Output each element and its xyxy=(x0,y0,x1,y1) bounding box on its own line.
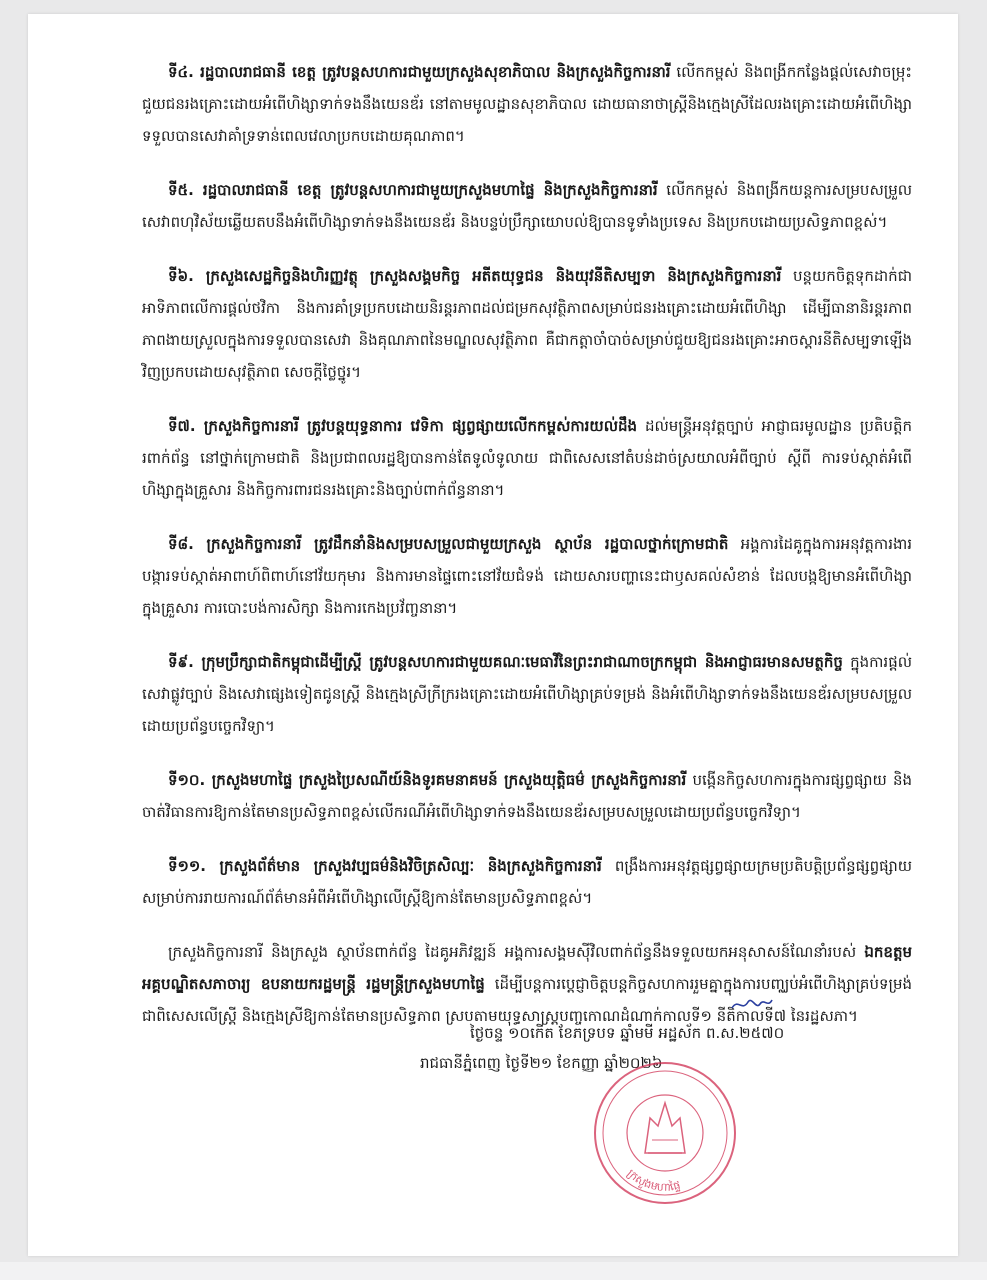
paragraph-heading: ទី៧. ក្រសួងកិច្ចការនារី ត្រូវបន្តយុទ្ធនាការ វេទិកា ផ្សព្វផ្សាយលើកកម្ពស់ការយល់ដឹង xyxy=(168,417,638,435)
closing-text-end: ដើម្បីបន្តការប្តេជ្ញាចិត្តបន្តកិច្ចសហការរួមគ្នាក្នុងការបញ្ឈប់អំពើហិង្សាគ្រប់ទម្រង់ ជាពិសេសលើស្ត្រី និងក្មេងស្រីឱ្យកាន់តែមានប្រសិទ្ធភាព ស្របតាមយុទ្ធសាស្ត្របញ្ចកោណដំណាក់កាលទី១ នីតិកាលទី៧ នៃរដ្ឋសភា។ xyxy=(142,975,912,1025)
paragraph-heading: ទី៤. រដ្ឋបាលរាជធានី ខេត្ត ត្រូវបន្តសហការជាមួយក្រសួងសុខាភិបាល និងក្រសួងកិច្ចការនារី xyxy=(168,63,671,81)
paragraph-item-7 xyxy=(142,410,912,506)
official-seal xyxy=(590,1058,740,1208)
document-body xyxy=(142,56,912,1054)
paragraph-text: លើកកម្ពស់ និងពង្រីកកន្លែងផ្តល់សេវាចម្រុះ ជួយជនរងគ្រោះដោយអំពើហិង្សាទាក់ទងនឹងយេនឌ័រ នៅតាមមូលដ្ឋានសុខាភិបាល ដោយធានាថាស្ត្រីនិងក្មេងស្រីដែលរងគ្រោះដោយអំពើហិង្សាទទួលបានសេវាគាំទ្រទាន់ពេលវេលាប្រកបដោយគុណភាព។ xyxy=(142,63,913,145)
paragraph-heading: ទី១០. ក្រសួងមហាផ្ទៃ ក្រសួងប្រៃសណីយ៍និងទូរគមនាគមន៍ ក្រសួងយុត្តិធម៌ ក្រសួងកិច្ចការនារី xyxy=(168,771,687,789)
paragraph-text: បន្តយកចិត្តទុកដាក់ជាអាទិភាពលើការផ្តល់ថវិកា និងការគាំទ្រប្រកបដោយនិរន្តរភាពដល់ជម្រកសុវត្ថិភាពសម្រាប់ជនរងគ្រោះដោយអំពើហិង្សា ដើម្បីធានានិរន្តរភាព ភាពងាយស្រួលក្នុងការទទួលបានសេវា និងគុណភាពនៃមណ្ឌលសុវត្ថិភាព គឺជាកត្តាចាំបាច់សម្រាប់ជួយឱ្យជនរងគ្រោះអាចស្តារនីតិសម្បទាឡើងវិញប្រកបដោយសុវត្ថិភាព សេចក្តីថ្លៃថ្នូរ។ xyxy=(142,267,912,381)
paragraph-heading: ទី៦. ក្រសួងសេដ្ឋកិច្ចនិងហិរញ្ញវត្ថុ ក្រសួងសង្គមកិច្ច អតីតយុទ្ធជន និងយុវនីតិសម្បទា និងក្រសួងកិច្ចការនារី xyxy=(168,267,782,285)
viewer-bottom-bar xyxy=(0,1262,987,1280)
paragraph-text: លើកកម្ពស់ និងពង្រីកយន្តការសម្របសម្រួលសេវាពហុវិស័យឆ្លើយតបនឹងអំពើហិង្សាទាក់ទងនឹងយេនឌ័រ និងបន្ទប់ប្រឹក្សាយោបល់ឱ្យបានទូទាំងប្រទេស និងប្រកបដោយប្រសិទ្ធភាពខ្ពស់។ xyxy=(142,181,912,231)
paragraph-heading: ទី៩. ក្រុមប្រឹក្សាជាតិកម្ពុជាដើម្បីស្ត្រី ត្រូវបន្តសហការជាមួយគណៈមេធាវីនៃព្រះរាជាណាចក្រកម្ពុជា និងអាជ្ញាធរមានសមត្ថកិច្ច xyxy=(168,653,843,671)
paragraph-item-4 xyxy=(142,56,912,152)
paragraph-heading: ទី៥. រដ្ឋបាលរាជធានី ខេត្ត ត្រូវបន្តសហការជាមួយក្រសួងមហាផ្ទៃ និងក្រសួងកិច្ចការនារី xyxy=(168,181,658,199)
paragraph-text: ដល់មន្ត្រីអនុវត្តច្បាប់ អាជ្ញាធរមូលដ្ឋាន ប្រតិបត្តិករពាក់ព័ន្ធ នៅថ្នាក់ក្រោមជាតិ និងប្រជាពលរដ្ឋឱ្យបានកាន់តែទូលំទូលាយ ជាពិសេសនៅតំបន់ដាច់ស្រយាលអំពីច្បាប់ ស្តីពី ការទប់ស្កាត់អំពើហិង្សាក្នុងគ្រួសារ និងកិច្ចការពារជនរងគ្រោះនិងច្បាប់ពាក់ព័ន្ធនានា។ xyxy=(142,417,912,499)
closing-text-start: ក្រសួងកិច្ចការនារី និងក្រសួង ស្ថាប័នពាក់ព័ន្ធ ដៃគូអភិវឌ្ឍន៍ អង្គការសង្គមស៊ីវិលពាក់ព័ន្ធនឹងទទួលយកអនុសាសន៍ណែនាំរបស់ xyxy=(168,943,865,961)
paragraph-item-5 xyxy=(142,174,912,238)
paragraph-text: អង្គការដៃគូក្នុងការអនុវត្តការងារបង្ការទប់ស្កាត់អាពាហ៍ពិពាហ៍នៅវ័យកុមារ និងការមានផ្ទៃពោះនៅវ័យជំទង់ ដោយសារបញ្ហានេះជាឫសគល់សំខាន់ ដែលបង្កឱ្យមានអំពើហិង្សាក្នុងគ្រួសារ ការបោះបង់ការសិក្សា និងការកេងប្រវ័ញ្ចនានា។ xyxy=(142,535,912,617)
handwritten-initials xyxy=(730,994,774,1016)
paragraph-text: ពង្រឹងការអនុវត្តផ្សព្វផ្សាយក្រមប្រតិបត្តិប្រព័ន្ធផ្សព្វផ្សាយ សម្រាប់ការរាយការណ៍ព័ត៌មានអំពីអំពើហិង្សាលើស្ត្រីឱ្យកាន់តែមានប្រសិទ្ធភាពខ្ពស់។ xyxy=(142,857,912,907)
paragraph-text: បង្កើនកិច្ចសហការក្នុងការផ្សព្វផ្សាយ និងចាត់វិធានការឱ្យកាន់តែមានប្រសិទ្ធភាពខ្ពស់លើករណីអំពើហិង្សាទាក់ទងនឹងយេនឌ័រសម្របសម្រួលដោយប្រព័ន្ធបច្ចេកវិទ្យា។ xyxy=(142,771,912,821)
seal-text: ក្រសួងមហាផ្ទៃ xyxy=(624,1166,682,1194)
paragraph-item-9 xyxy=(142,646,912,742)
paragraph-item-11 xyxy=(142,850,912,914)
paragraph-text: ក្នុងការផ្តល់សេវាផ្លូវច្បាប់ និងសេវាផ្សេងទៀតជូនស្ត្រី និងក្មេងស្រីក្រីក្ររងគ្រោះដោយអំពើហិង្សាគ្រប់ទម្រង់ និងអំពើហិង្សាទាក់ទងនឹងយេនឌ័រសម្របសម្រួលដោយប្រព័ន្ធបច្ចេកវិទ្យា។ xyxy=(142,653,912,735)
paragraph-heading: ទី៨. ក្រសួងកិច្ចការនារី ត្រូវដឹកនាំនិងសម្របសម្រួលជាមួយក្រសួង ស្ថាប័ន រដ្ឋបាលថ្នាក់ក្រោមជាតិ xyxy=(168,535,729,553)
paragraph-item-8 xyxy=(142,528,912,624)
place-and-date: រាជធានីភ្នំពេញ ថ្ងៃទី២១ ខែកញ្ញា ឆ្នាំ២០២៦ xyxy=(420,1054,663,1072)
closing-honorific: ឯកឧត្តមអគ្គបណ្ឌិតសភាចារ្យ ឧបនាយករដ្ឋមន្ត្រី រដ្ឋមន្ត្រីក្រសួងមហាផ្ទៃ xyxy=(142,943,912,993)
paragraph-heading: ទី១១. ក្រសួងព័ត៌មាន ក្រសួងវប្បធម៌និងវិចិត្រសិល្បៈ និងក្រសួងកិច្ចការនារី xyxy=(168,857,602,875)
paragraph-item-10 xyxy=(142,764,912,828)
lunar-date: ថ្ងៃចន្ទ ១០កើត ខែភទ្របទ ឆ្នាំមមី អដ្ឋស័ក ព.ស.២៥៧០ xyxy=(470,1024,785,1042)
paragraph-item-6 xyxy=(142,260,912,388)
